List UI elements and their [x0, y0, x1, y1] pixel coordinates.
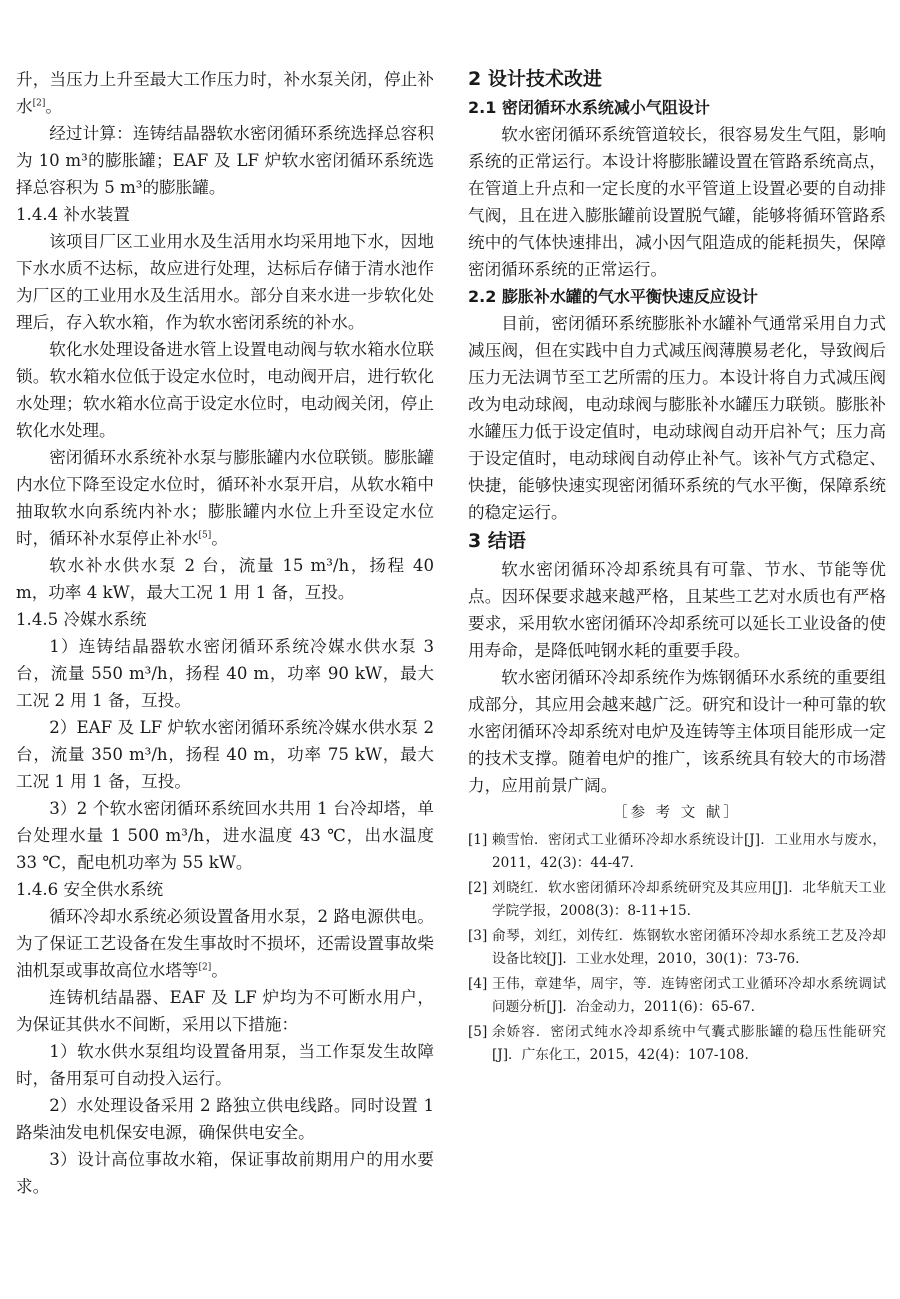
paragraph: 1）连铸结晶器软水密闭循环系统冷媒水供水泵 3 台，流量 550 m³/h，扬程 40 m，功率 90 kW，最大工况 2 用 1 备，互投。: [16, 637, 434, 710]
references-title: ［参 考 文 献］: [613, 805, 741, 821]
right-column: [468, 66, 886, 1069]
reference-item: [1] 赖雪怡．密闭式工业循环冷却水系统设计[J]．工业用水与废水，2011，42(3)：44-47.: [468, 832, 886, 871]
citation: [5]: [198, 530, 212, 541]
section-heading-1-4-5: 1.4.5 冷媒水系统: [16, 610, 147, 629]
left-column: [16, 66, 434, 1200]
paragraph: 该项目厂区工业用水及生活用水均采用地下水，因地下水水质不达标，故应进行处理，达标后存储于清水池作为厂区的工业用水及生活用水。部分自来水进一步软化处理后，存入软水箱，作为软水密闭系统的补水。: [16, 232, 434, 332]
citation: [2]: [198, 962, 212, 973]
paragraph: 1）软水供水泵组均设置备用泵，当工作泵发生故障时，备用泵可自动投入运行。: [16, 1042, 434, 1088]
paragraph: 3）2 个软水密闭循环系统回水共用 1 台冷却塔，单台处理水量 1 500 m³/h，进水温度 43 ℃，出水温度 33 ℃，配电机功率为 55 kW。: [16, 799, 434, 872]
reference-item: [5] 余娇容．密闭式纯水冷却系统中气囊式膨胀罐的稳压性能研究[J]．广东化工，2015，42(4)：107-108.: [468, 1024, 886, 1063]
reference-item: [3] 俞琴，刘红，刘传红．炼钢软水密闭循环冷却水系统工艺及冷却设备比较[J]．工业水处理，2010，30(1)：73-76.: [468, 928, 886, 967]
paragraph: 软化水处理设备进水管上设置电动阀与软水箱水位联锁。软水箱水位低于设定水位时，电动阀开启，进行软化水处理；软水箱水位高于设定水位时，电动阀关闭，停止软化水处理。: [16, 340, 434, 440]
section-heading-2-2: 2.2 膨胀补水罐的气水平衡快速反应设计: [468, 287, 758, 306]
section-heading-2-1: 2.1 密闭循环水系统减小气阻设计: [468, 98, 710, 117]
reference-item: [2] 刘晓红．软水密闭循环冷却系统研究及其应用[J]．北华航天工业学院学报，2008(3)：8-11+15.: [468, 880, 886, 919]
paragraph: 2）EAF 及 LF 炉软水密闭循环系统冷媒水供水泵 2 台，流量 350 m³/h，扬程 40 m，功率 75 kW，最大工况 1 用 1 备，互投。: [16, 718, 434, 791]
paragraph: 目前，密闭循环系统膨胀补水罐补气通常采用自力式减压阀，但在实践中自力式减压阀薄膜易老化，导致阀后压力无法调节至工艺所需的压力。本设计将自力式减压阀改为电动球阀，电动球阀与膨胀补水罐压力联锁。膨胀补水罐压力低于设定值时，电动球阀自动开启补气；压力高于设定值时，电动球阀自动停止补气。该补气方式稳定、快捷，能够快速实现密闭循环系统的气水平衡，保障系统的稳定运行。: [468, 314, 886, 522]
section-heading-2: 2 设计技术改进: [468, 68, 602, 90]
paragraph: 2）水处理设备采用 2 路独立供电线路。同时设置 1 路柴油发电机保安电源，确保供电安全。: [16, 1096, 434, 1142]
paragraph: 连铸机结晶器、EAF 及 LF 炉均为不可断水用户，为保证其供水不间断，采用以下措施：: [16, 988, 434, 1034]
section-heading-1-4-4: 1.4.4 补水装置: [16, 205, 130, 224]
paragraph: 升，当压力上升至最大工作压力时，补水泵关闭，停止补水[2]。: [16, 70, 434, 116]
paragraph: 软水密闭循环系统管道较长，很容易发生气阻，影响系统的正常运行。本设计将膨胀罐设置在管路系统高点，在管道上升点和一定长度的水平管道上设置必要的自动排气阀，且在进入膨胀罐前设置脱气罐，能够将循环管路系统中的气体快速排出，减小因气阻造成的能耗损失，保障密闭循环系统的正常运行。: [468, 125, 886, 279]
section-heading-3: 3 结语: [468, 530, 526, 552]
paragraph: 3）设计高位事故水箱，保证事故前期用户的用水要求。: [16, 1150, 434, 1196]
paragraph: 软水密闭循环冷却系统作为炼钢循环水系统的重要组成部分，其应用会越来越广泛。研究和设计一种可靠的软水密闭循环冷却系统对电炉及连铸等主体项目能形成一定的技术支撑。随着电炉的推广，该系统具有较大的市场潜力，应用前景广阔。: [468, 668, 886, 795]
references-list: [468, 829, 886, 1066]
section-heading-1-4-6: 1.4.6 安全供水系统: [16, 880, 164, 899]
reference-item: [4] 王伟，章建华，周宇，等．连铸密闭式工业循环冷却水系统调试问题分析[J]．冶金动力，2011(6)：65-67.: [468, 976, 886, 1015]
paragraph: 经过计算：连铸结晶器软水密闭循环系统选择总容积为 10 m³的膨胀罐；EAF 及 LF 炉软水密闭循环系统选择总容积为 5 m³的膨胀罐。: [16, 124, 434, 197]
paragraph: 软水补水供水泵 2 台，流量 15 m³/h，扬程 40 m，功率 4 kW，最大工况 1 用 1 备，互投。: [16, 556, 434, 602]
paragraph: 软水密闭循环冷却系统具有可靠、节水、节能等优点。因环保要求越来越严格，且某些工艺对水质也有严格要求，采用软水密闭循环冷却系统可以延长工业设备的使用寿命，是降低吨钢水耗的重要手段。: [468, 560, 886, 660]
citation: [2]: [32, 98, 46, 109]
paragraph: 循环冷却水系统必须设置备用水泵，2 路电源供电。为了保证工艺设备在发生事故时不损坏，还需设置事故柴油机泵或事故高位水塔等[2]。: [16, 907, 434, 980]
paragraph: 密闭循环水系统补水泵与膨胀罐内水位联锁。膨胀罐内水位下降至设定水位时，循环补水泵开启，从软水箱中抽取软水向系统内补水；膨胀罐内水位上升至设定水位时，循环补水泵停止补水[5]。: [16, 448, 434, 548]
